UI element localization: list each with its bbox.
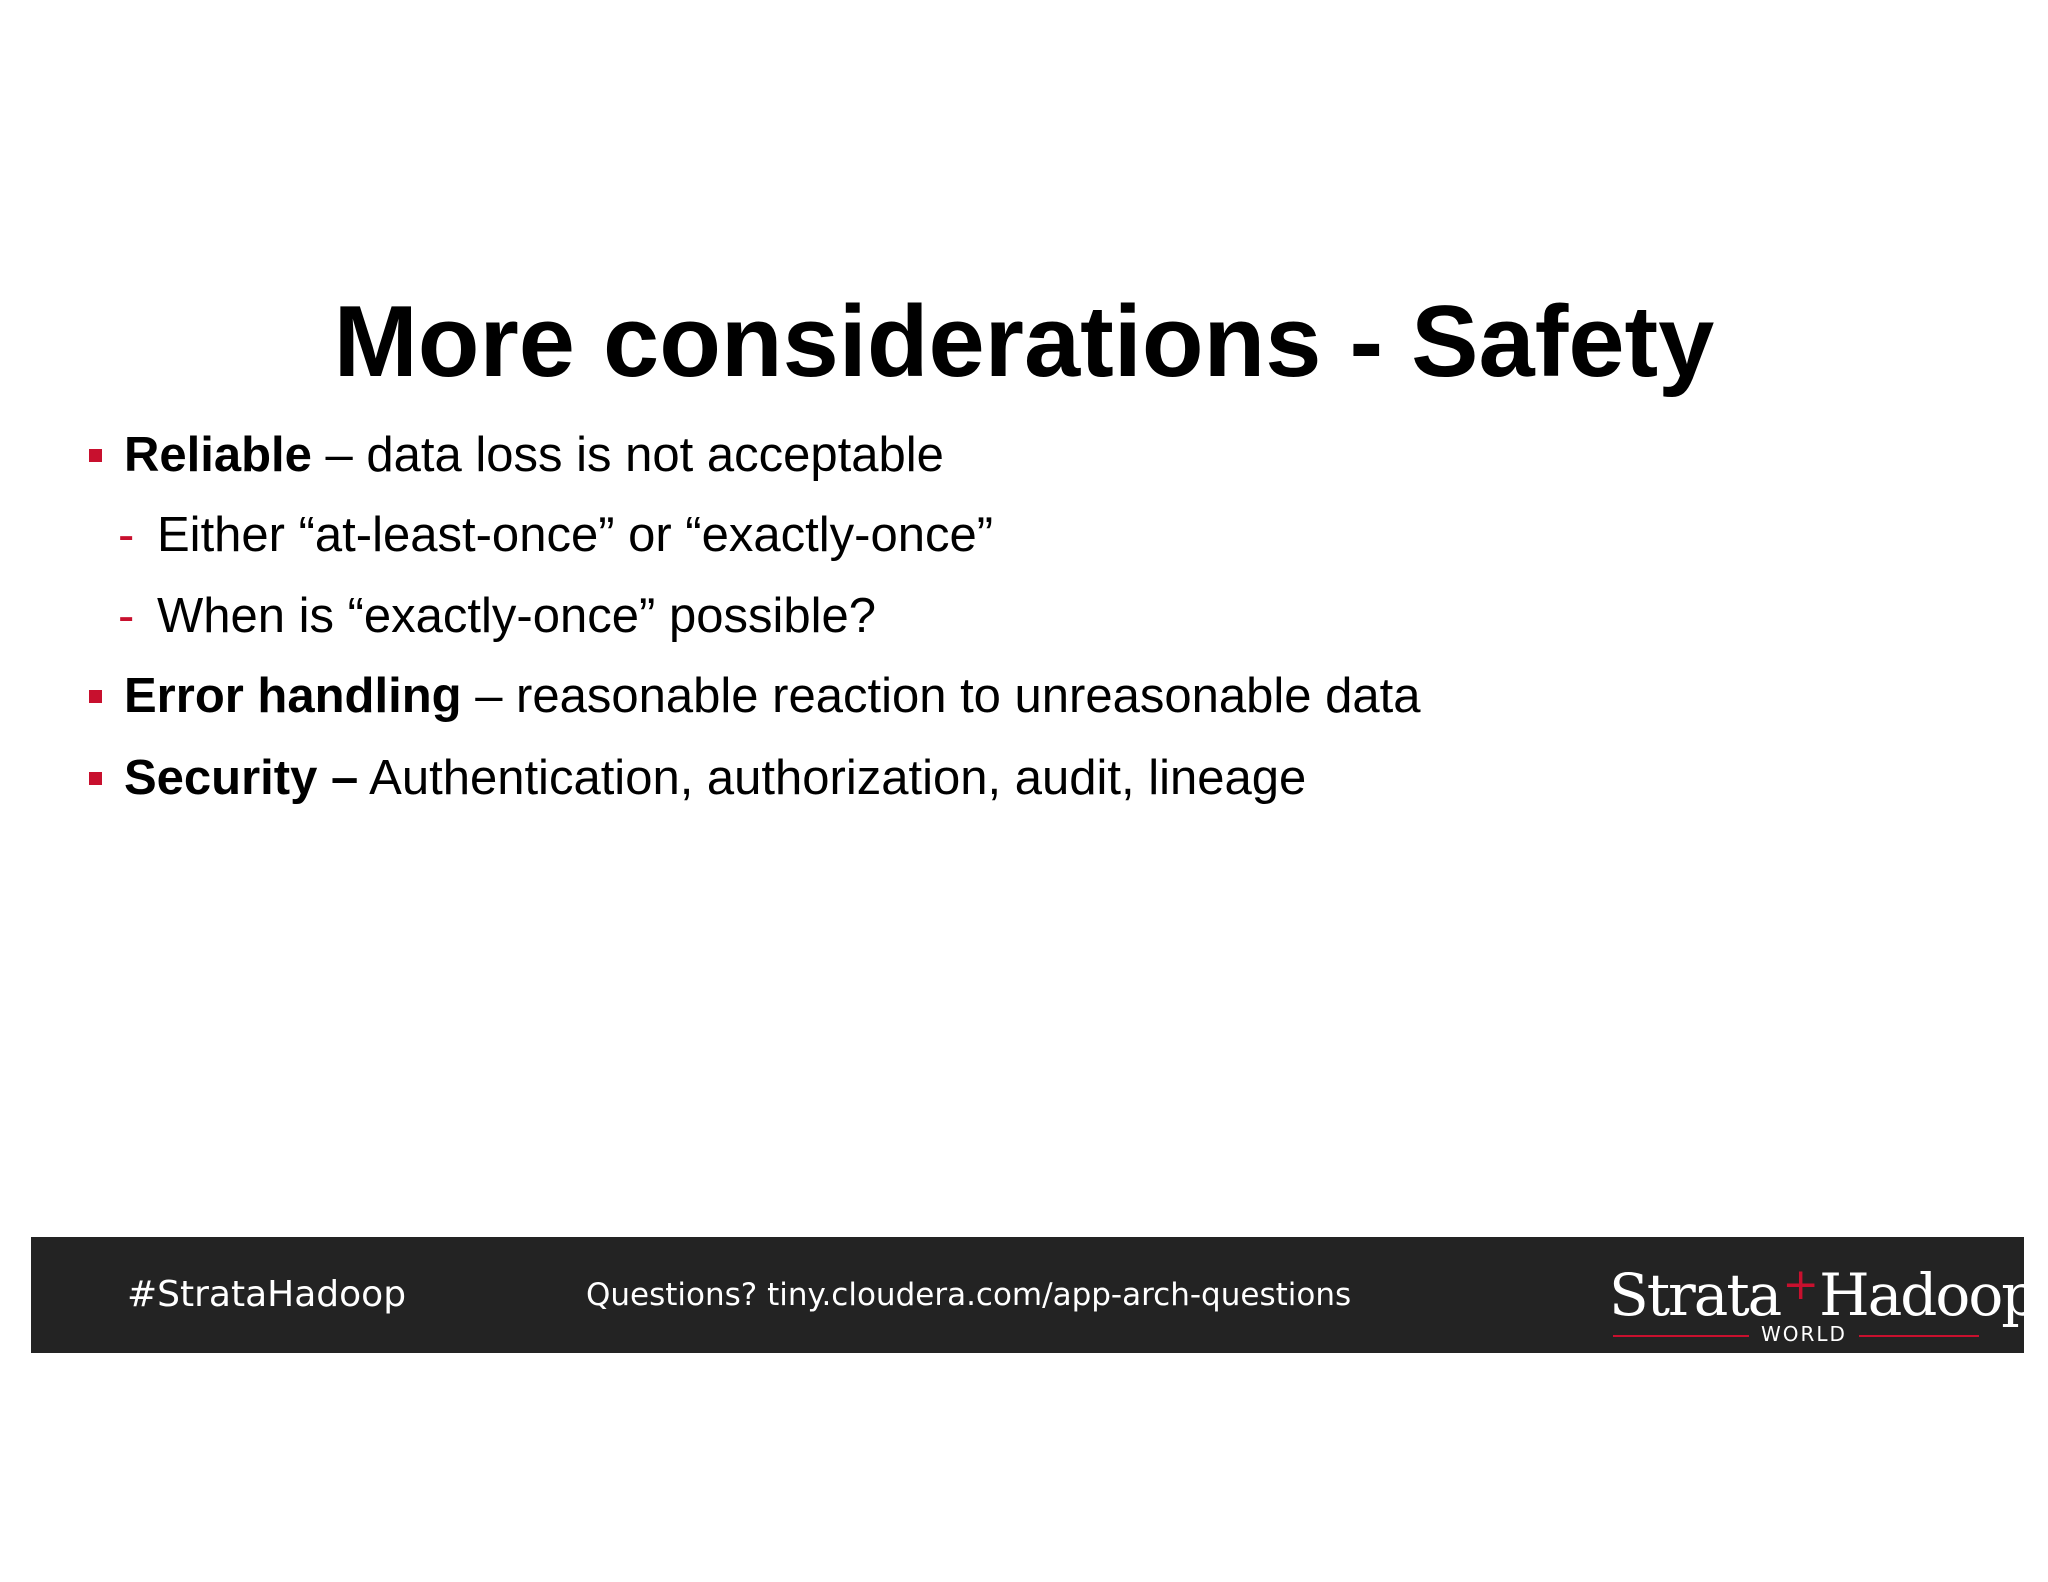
bullet-reliable-text: – data loss is not acceptable [311,428,944,482]
sub-bullet-dash-icon: - [118,589,135,643]
sub-bullet-exactly-once: When is “exactly-once” possible? [157,589,876,643]
logo-right-rule [1859,1335,1979,1337]
logo-wordmark [1609,1251,2036,1329]
bullet-security-term: Security – [124,751,359,805]
bullet-error-handling [124,666,1421,726]
sub-bullet-dash-icon: - [118,508,135,562]
bullet-square-icon [89,772,102,785]
bullet-error-handling-text: – reasonable reaction to unreasonable data [461,669,1421,723]
logo-right-word: Hadoop [1819,1261,2037,1329]
bullet-error-handling-term: Error handling [124,669,462,723]
footer-hashtag: #StrataHadoop [127,1274,407,1315]
logo-left-word: Strata [1609,1261,1781,1329]
bullet-security [124,748,1306,808]
sub-bullet-at-least-once: Either “at-least-once” or “exactly-once” [157,508,994,562]
slide-title: More considerations - Safety [333,286,1715,398]
bullet-security-text: Authentication, authorization, audit, lineage [358,751,1307,805]
bullet-reliable [124,425,944,485]
logo-left-rule [1613,1335,1749,1337]
logo-tagline: WORLD [1761,1322,1847,1346]
logo-plus-icon: + [1782,1259,1818,1310]
footer-questions-link[interactable]: Questions? tiny.cloudera.com/app-arch-questions [586,1277,1352,1313]
bullet-square-icon [89,690,102,703]
bullet-square-icon [89,449,102,462]
strata-hadoop-world-logo [1609,1251,2037,1346]
bullet-reliable-term: Reliable [124,428,312,482]
footer-bar [31,1237,2037,1353]
